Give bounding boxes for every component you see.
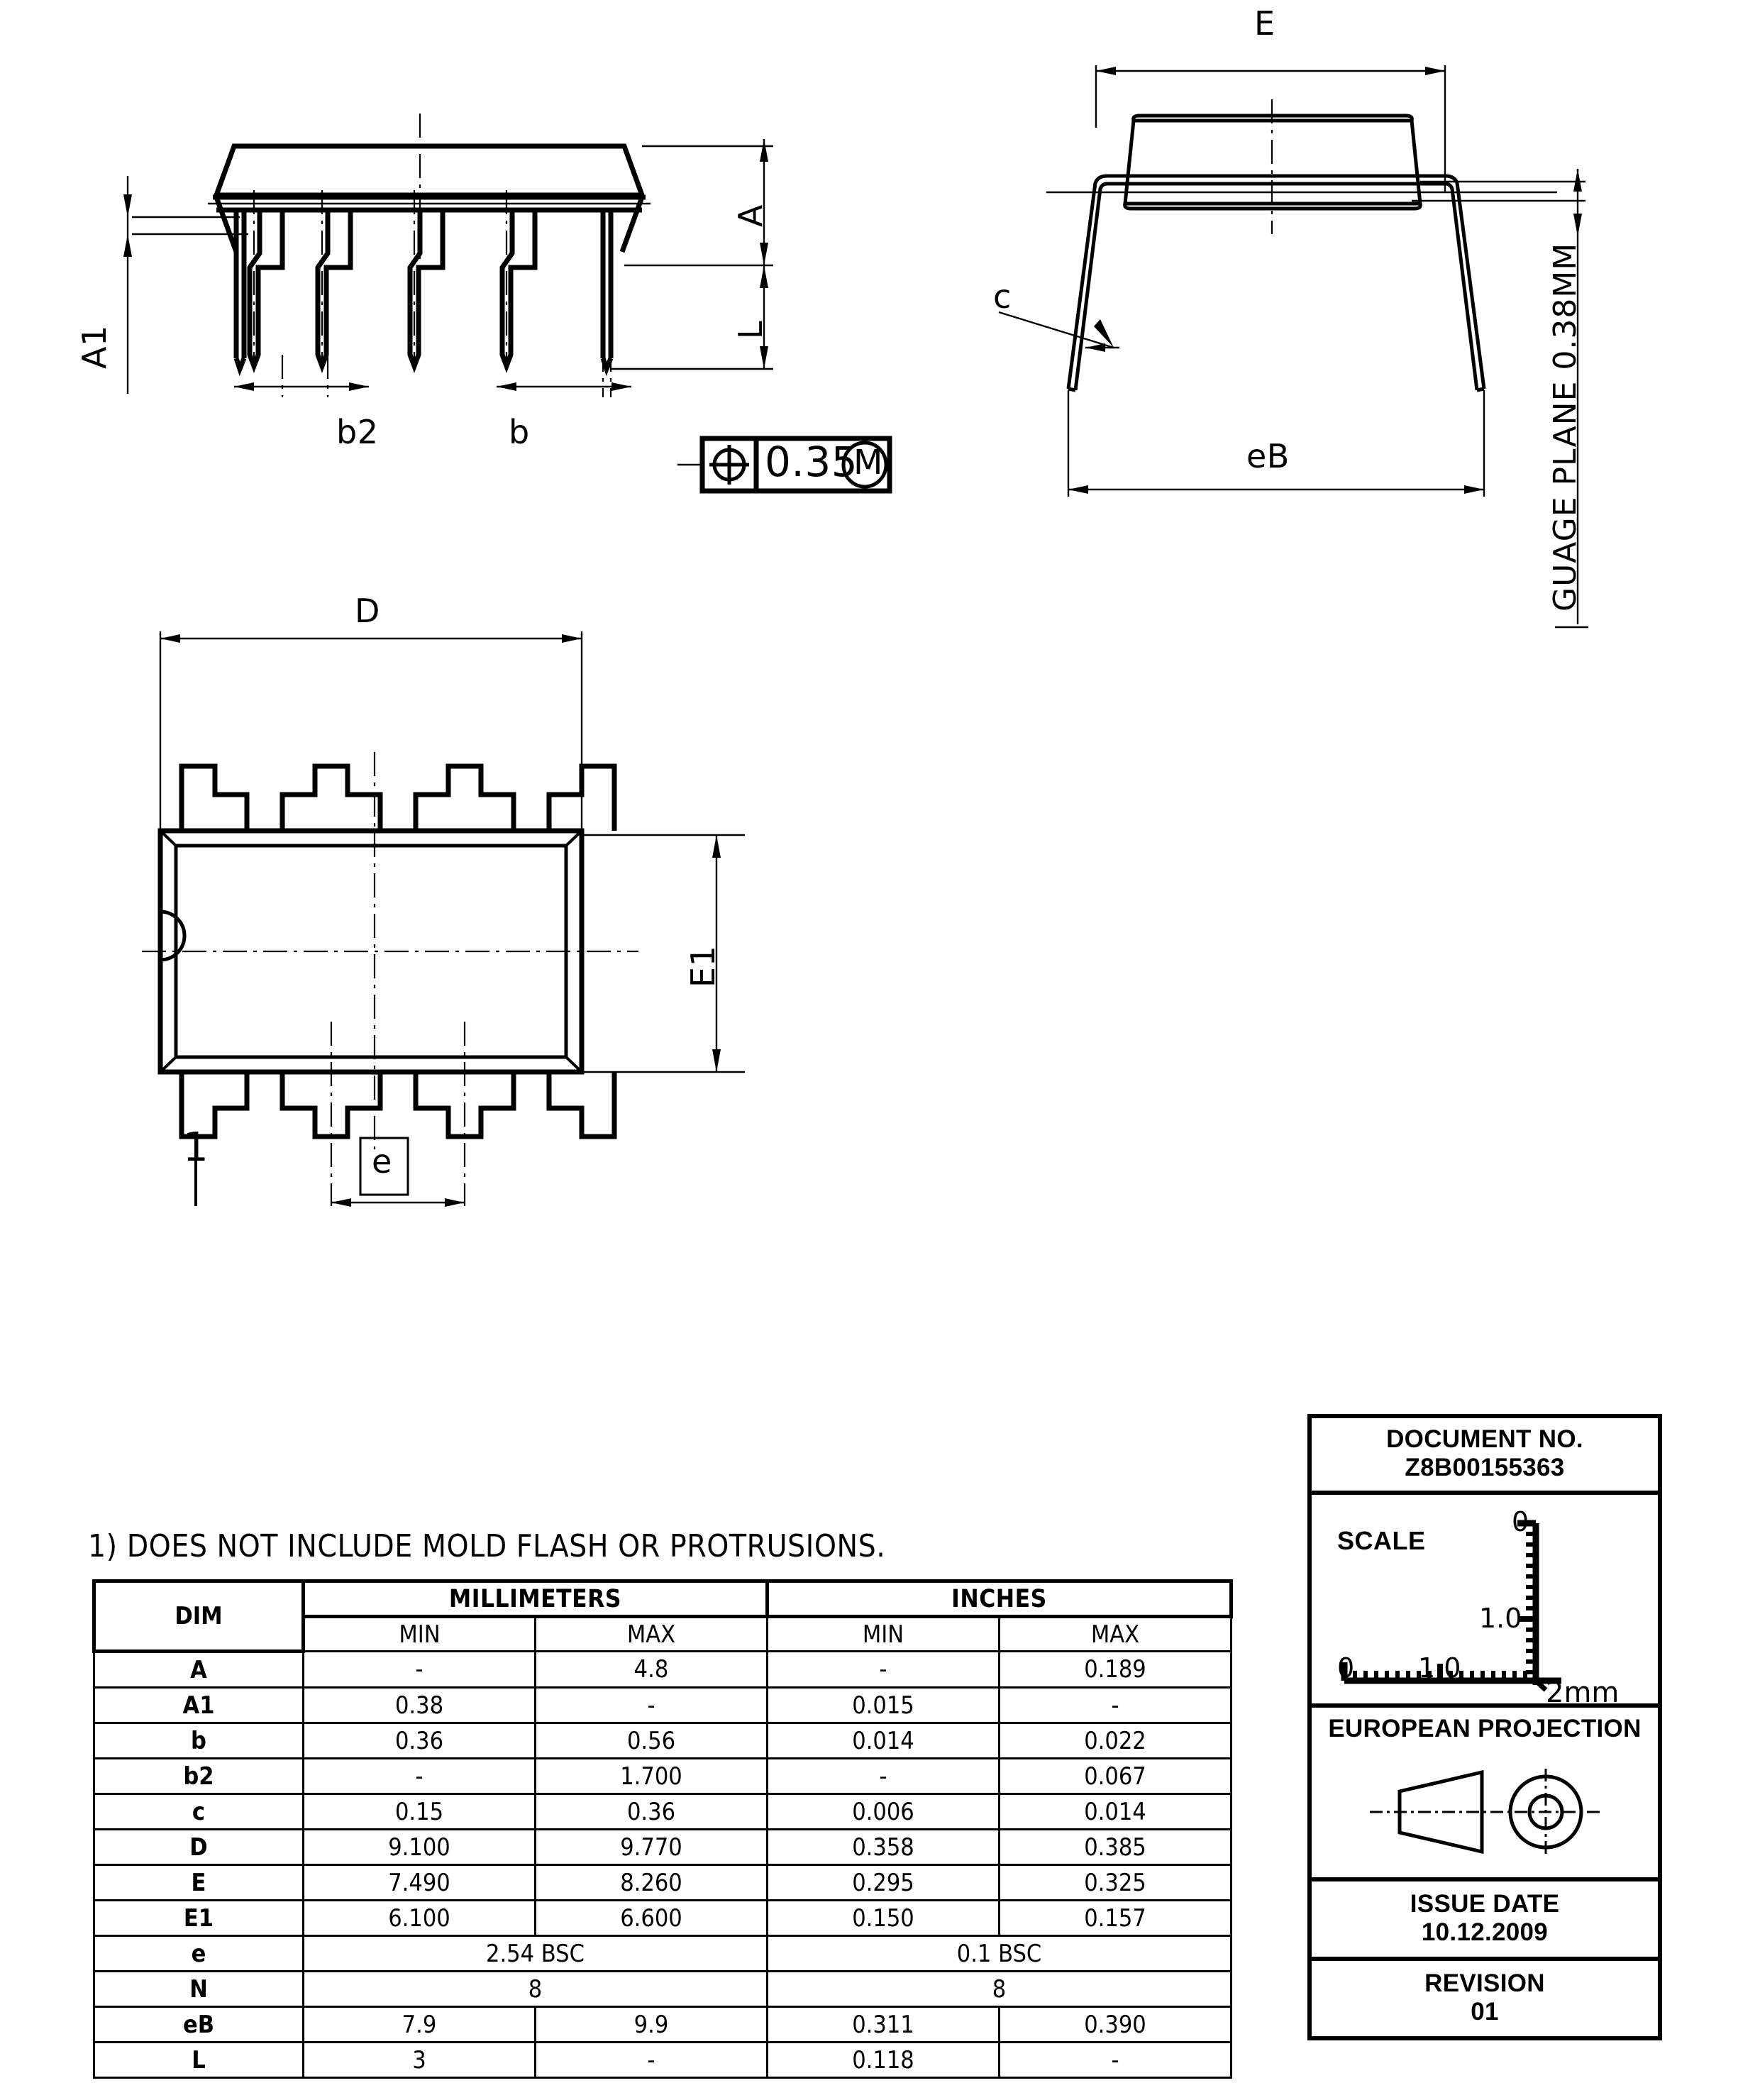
table-cell-mm-max: 9.9 — [536, 2007, 768, 2043]
front-view-geometry — [123, 114, 773, 397]
table-cell-in-span: 8 — [768, 1972, 1231, 2007]
table-cell-in-min: 0.311 — [768, 2007, 1000, 2043]
scale-h-start-label: 0 — [1337, 1652, 1355, 1684]
table-cell-in-min: - — [768, 1759, 1000, 1794]
scale-v-mid-label: 1.0 — [1479, 1603, 1522, 1634]
table-cell-in-max: 0.067 — [1000, 1759, 1231, 1794]
table-cell-in-min: 0.295 — [768, 1865, 1000, 1901]
document-no-label: DOCUMENT NO. — [1386, 1425, 1583, 1453]
dim-label-L: L — [731, 320, 770, 339]
table-cell-dim: E1 — [94, 1901, 304, 1936]
table-row — [94, 1936, 1231, 1972]
fcf-modifier-value: M — [853, 443, 883, 482]
table-header-row-groups — [94, 1581, 1231, 1617]
dim-label-b2: b2 — [336, 413, 379, 451]
dim-label-e: e — [372, 1142, 392, 1181]
dim-label-E1: E1 — [684, 945, 722, 988]
table-cell-mm-min: 9.100 — [304, 1830, 536, 1865]
side-view-geometry — [999, 65, 1588, 627]
dim-label-eB: eB — [1246, 437, 1290, 475]
table-cell-mm-max: 1.700 — [536, 1759, 768, 1794]
table-cell-dim: D — [94, 1830, 304, 1865]
table-cell-mm-min: 7.9 — [304, 2007, 536, 2043]
table-row — [94, 1865, 1231, 1901]
table-row — [94, 1723, 1231, 1759]
table-cell-mm-span: 2.54 BSC — [304, 1936, 768, 1972]
table-cell-in-max: 0.157 — [1000, 1901, 1231, 1936]
table-cell-mm-min: 7.490 — [304, 1865, 536, 1901]
table-cell-mm-min: 3 — [304, 2043, 536, 2078]
title-block — [1307, 1414, 1662, 2040]
table-cell-mm-min: - — [304, 1652, 536, 1688]
table-cell-mm-max: 9.770 — [536, 1830, 768, 1865]
dim-label-A: A — [731, 204, 770, 227]
table-cell-in-max: 0.022 — [1000, 1723, 1231, 1759]
table-cell-dim: e — [94, 1936, 304, 1972]
table-cell-in-max: - — [1000, 2043, 1231, 2078]
table-row — [94, 1972, 1231, 2007]
note-mold-flash: 1) DOES NOT INCLUDE MOLD FLASH OR PROTRUSIONS. — [88, 1528, 886, 1564]
scale-ruler-graphic — [1312, 1495, 1658, 1708]
table-row — [94, 1652, 1231, 1688]
scale-units-label: 2mm — [1546, 1676, 1620, 1709]
table-cell-mm-max: 6.600 — [536, 1901, 768, 1936]
table-cell-dim: b — [94, 1723, 304, 1759]
title-block-issue-row — [1312, 1881, 1658, 1961]
note-gauge-plane: GUAGE PLANE 0.38MM — [1547, 242, 1583, 612]
title-block-projection-row — [1312, 1708, 1658, 1881]
table-cell-mm-min: 0.15 — [304, 1794, 536, 1830]
pin-one-label: 1 — [183, 1124, 209, 1171]
th-in-max: MAX — [1000, 1617, 1231, 1652]
table-row — [94, 1794, 1231, 1830]
table-cell-in-max: 0.014 — [1000, 1794, 1231, 1830]
table-cell-mm-min: - — [304, 1759, 536, 1794]
dim-label-c: c — [993, 277, 1012, 316]
title-block-document-row — [1312, 1418, 1658, 1495]
title-block-revision-row — [1312, 1961, 1658, 2036]
th-mm-min: MIN — [304, 1617, 536, 1652]
table-row — [94, 2043, 1231, 2078]
th-group-inches: INCHES — [768, 1581, 1231, 1617]
scale-label: SCALE — [1337, 1526, 1426, 1555]
fcf-tolerance-value: 0.35 — [765, 438, 858, 486]
table-row — [94, 1759, 1231, 1794]
table-cell-in-max: - — [1000, 1688, 1231, 1723]
table-cell-dim: c — [94, 1794, 304, 1830]
table-cell-dim: A — [94, 1652, 304, 1688]
table-cell-in-max: 0.189 — [1000, 1652, 1231, 1688]
table-cell-mm-min: 0.36 — [304, 1723, 536, 1759]
table-cell-in-min: 0.118 — [768, 2043, 1000, 2078]
title-block-scale-row — [1312, 1495, 1658, 1708]
table-cell-dim: A1 — [94, 1688, 304, 1723]
issue-date-value: 10.12.2009 — [1421, 1918, 1549, 1946]
dim-label-D: D — [355, 592, 380, 630]
revision-value: 01 — [1471, 1998, 1499, 2026]
table-cell-mm-min: 6.100 — [304, 1901, 536, 1936]
revision-label: REVISION — [1424, 1969, 1545, 1997]
table-cell-in-min: 0.006 — [768, 1794, 1000, 1830]
th-dim: DIM — [94, 1581, 304, 1652]
table-cell-in-min: 0.150 — [768, 1901, 1000, 1936]
scale-v-start-label: 0 — [1512, 1506, 1529, 1537]
table-cell-in-max: 0.325 — [1000, 1865, 1231, 1901]
table-row — [94, 2007, 1231, 2043]
table-cell-mm-max: 8.260 — [536, 1865, 768, 1901]
table-cell-dim: b2 — [94, 1759, 304, 1794]
table-cell-in-min: 0.358 — [768, 1830, 1000, 1865]
first-angle-projection-icon — [1312, 1749, 1658, 1877]
table-cell-in-min: - — [768, 1652, 1000, 1688]
table-cell-in-min: 0.015 — [768, 1688, 1000, 1723]
dim-label-A1: A1 — [75, 325, 114, 369]
table-cell-mm-min: 0.38 — [304, 1688, 536, 1723]
table-cell-in-span: 0.1 BSC — [768, 1936, 1231, 1972]
table-cell-mm-span: 8 — [304, 1972, 768, 2007]
table-cell-mm-max: 4.8 — [536, 1652, 768, 1688]
th-in-min: MIN — [768, 1617, 1000, 1652]
document-no-value: Z8B00155363 — [1405, 1454, 1565, 1481]
table-cell-mm-max: - — [536, 2043, 768, 2078]
table-cell-dim: L — [94, 2043, 304, 2078]
dimension-table — [92, 1579, 1233, 2079]
table-cell-dim: N — [94, 1972, 304, 2007]
table-cell-dim: E — [94, 1865, 304, 1901]
th-group-millimeters: MILLIMETERS — [304, 1581, 768, 1617]
th-mm-max: MAX — [536, 1617, 768, 1652]
scale-h-mid-label: 1.0 — [1418, 1652, 1461, 1684]
top-view-geometry — [142, 631, 745, 1207]
table-cell-in-min: 0.014 — [768, 1723, 1000, 1759]
table-cell-in-max: 0.390 — [1000, 2007, 1231, 2043]
dim-label-b: b — [509, 413, 530, 451]
table-cell-mm-max: 0.56 — [536, 1723, 768, 1759]
table-cell-dim: eB — [94, 2007, 304, 2043]
table-row — [94, 1901, 1231, 1936]
table-row — [94, 1688, 1231, 1723]
table-row — [94, 1830, 1231, 1865]
table-cell-mm-max: - — [536, 1688, 768, 1723]
table-cell-in-max: 0.385 — [1000, 1830, 1231, 1865]
dim-label-E: E — [1254, 4, 1275, 43]
issue-date-label: ISSUE DATE — [1410, 1890, 1560, 1918]
table-cell-mm-max: 0.36 — [536, 1794, 768, 1830]
projection-label: EUROPEAN PROJECTION — [1328, 1715, 1642, 1742]
